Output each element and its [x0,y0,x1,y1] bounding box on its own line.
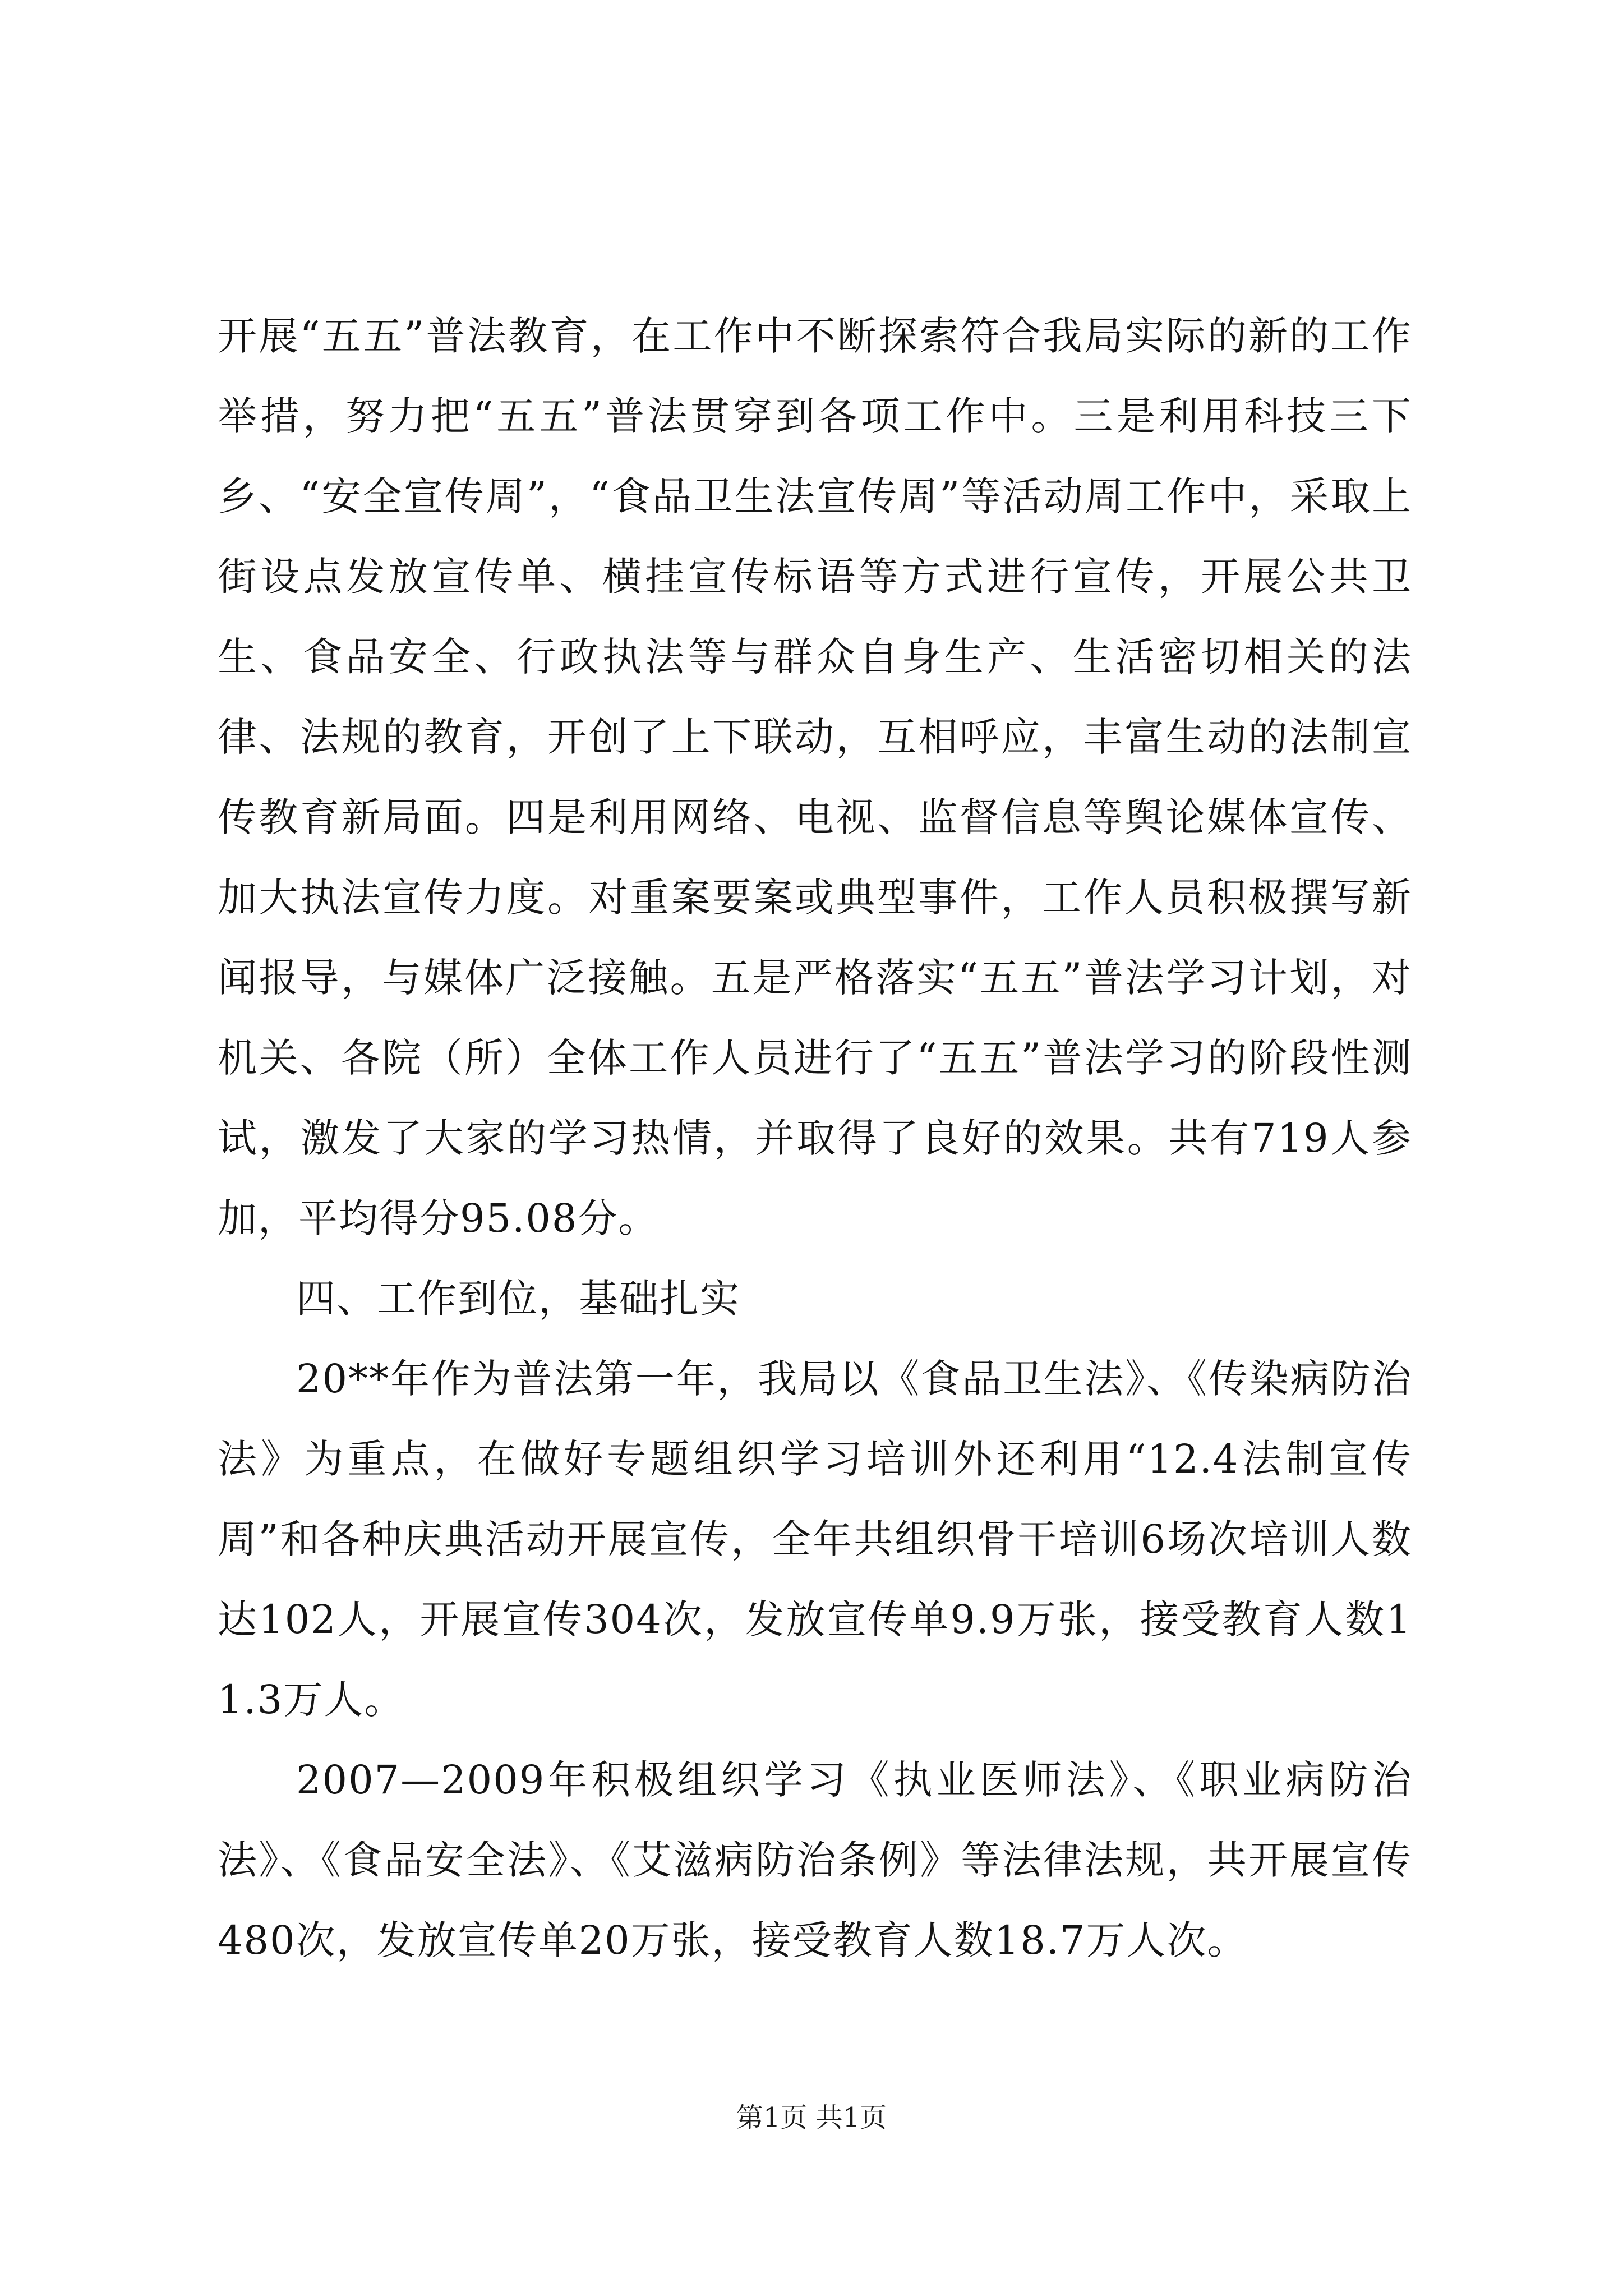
paragraph-continuation: 开展“五五”普法教育，在工作中不断探索符合我局实际的新的工作举措，努力把“五五”普法贯穿到各项工作中。三是利用科技三下乡、“安全宣传周”，“食品卫生法宣传周”等活动周工作中，采取上街设点发放宣传单、横挂宣传标语等方式进行宣传，开展公共卫生、食品安全、行政执法等与群众自身生产、生活密切相关的法律、法规的教育，开创了上下联动，互相呼应，丰富生动的法制宣传教育新局面。四是利用网络、电视、监督信息等舆论媒体宣传、加大执法宣传力度。对重案要案或典型事件，工作人员积极撰写新闻报导，与媒体广泛接触。五是严格落实“五五”普法学习计划，对机关、各院（所）全体工作人员进行了“五五”普法学习的阶段性测试，激发了大家的学习热情，并取得了良好的效果。共有719人参加，平均得分95.08分。 [218,313,1412,1241]
page-footer: 第1页 共1页 [736,2102,887,2133]
section-heading: 四、工作到位，基础扎实 [296,1276,740,1322]
paragraph-2007-2009: 2007—2009年积极组织学习《执业医师法》、《职业病防治法》、《食品安全法》、《艾滋病防治条例》等法律法规，共开展宣传480次，发放宣传单20万张，接受教育人数18.7万人次。 [218,1757,1412,1963]
paragraph-year-one: 20**年作为普法第一年，我局以《食品卫生法》、《传染病防治法》为重点，在做好专题组织学习培训外还利用“12.4法制宣传周”和各种庆典活动开展宣传，全年共组织骨干培训6场次培训人数达102人，开展宣传304次，发放宣传单9.9万张，接受教育人数11.3万人。 [218,1356,1412,1723]
document-body [218,296,1412,1981]
